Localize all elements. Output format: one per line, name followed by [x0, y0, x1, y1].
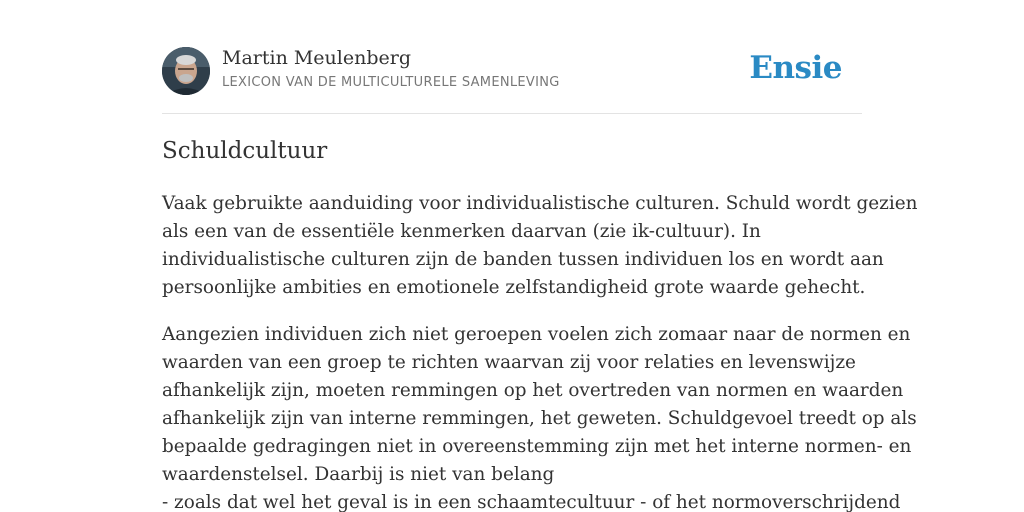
- page: [162, 0, 918, 512]
- text-line: Aangezien individuen zich niet geroepen voelen zich zomaar naar de normen en: [162, 324, 911, 345]
- text-line: - zoals dat wel het geval is in een schaamtecultuur - of het normoverschrijdend: [162, 492, 901, 512]
- article-title: Schuldcultuur: [162, 138, 328, 164]
- lexicon-name[interactable]: LEXICON VAN DE MULTICULTURELE SAMENLEVING: [222, 75, 560, 90]
- author-name[interactable]: Martin Meulenberg: [222, 47, 411, 69]
- header: [162, 47, 862, 114]
- avatar-image: [162, 47, 210, 95]
- paragraph-2: [162, 321, 917, 512]
- text-line: Vaak gebruikte aanduiding voor individualistische culturen. Schuld wordt gezien: [162, 193, 918, 214]
- text-line: bepaalde gedragingen niet in overeenstemming zijn met het interne normen- en: [162, 436, 912, 457]
- avatar[interactable]: [162, 47, 210, 95]
- text-line: afhankelijk zijn, moeten remmingen op het overtreden van normen en waarden: [162, 380, 904, 401]
- article-body: [162, 190, 918, 512]
- text-line: waarden van een groep te richten waarvan zij voor relaties en levenswijze: [162, 352, 856, 373]
- ensie-logo[interactable]: Ensie: [749, 50, 842, 86]
- text-line: persoonlijke ambities en emotionele zelfstandigheid grote waarde gehecht.: [162, 277, 866, 298]
- text-line: individualistische culturen zijn de banden tussen individuen los en wordt aan: [162, 249, 884, 270]
- text-line: afhankelijk zijn van interne remmingen, het geweten. Schuldgevoel treedt op als: [162, 408, 917, 429]
- text-line: waardenstelsel. Daarbij is niet van belang: [162, 464, 555, 485]
- text-line: als een van de essentiële kenmerken daarvan (zie ik-cultuur). In: [162, 221, 761, 242]
- paragraph-1: [162, 190, 918, 302]
